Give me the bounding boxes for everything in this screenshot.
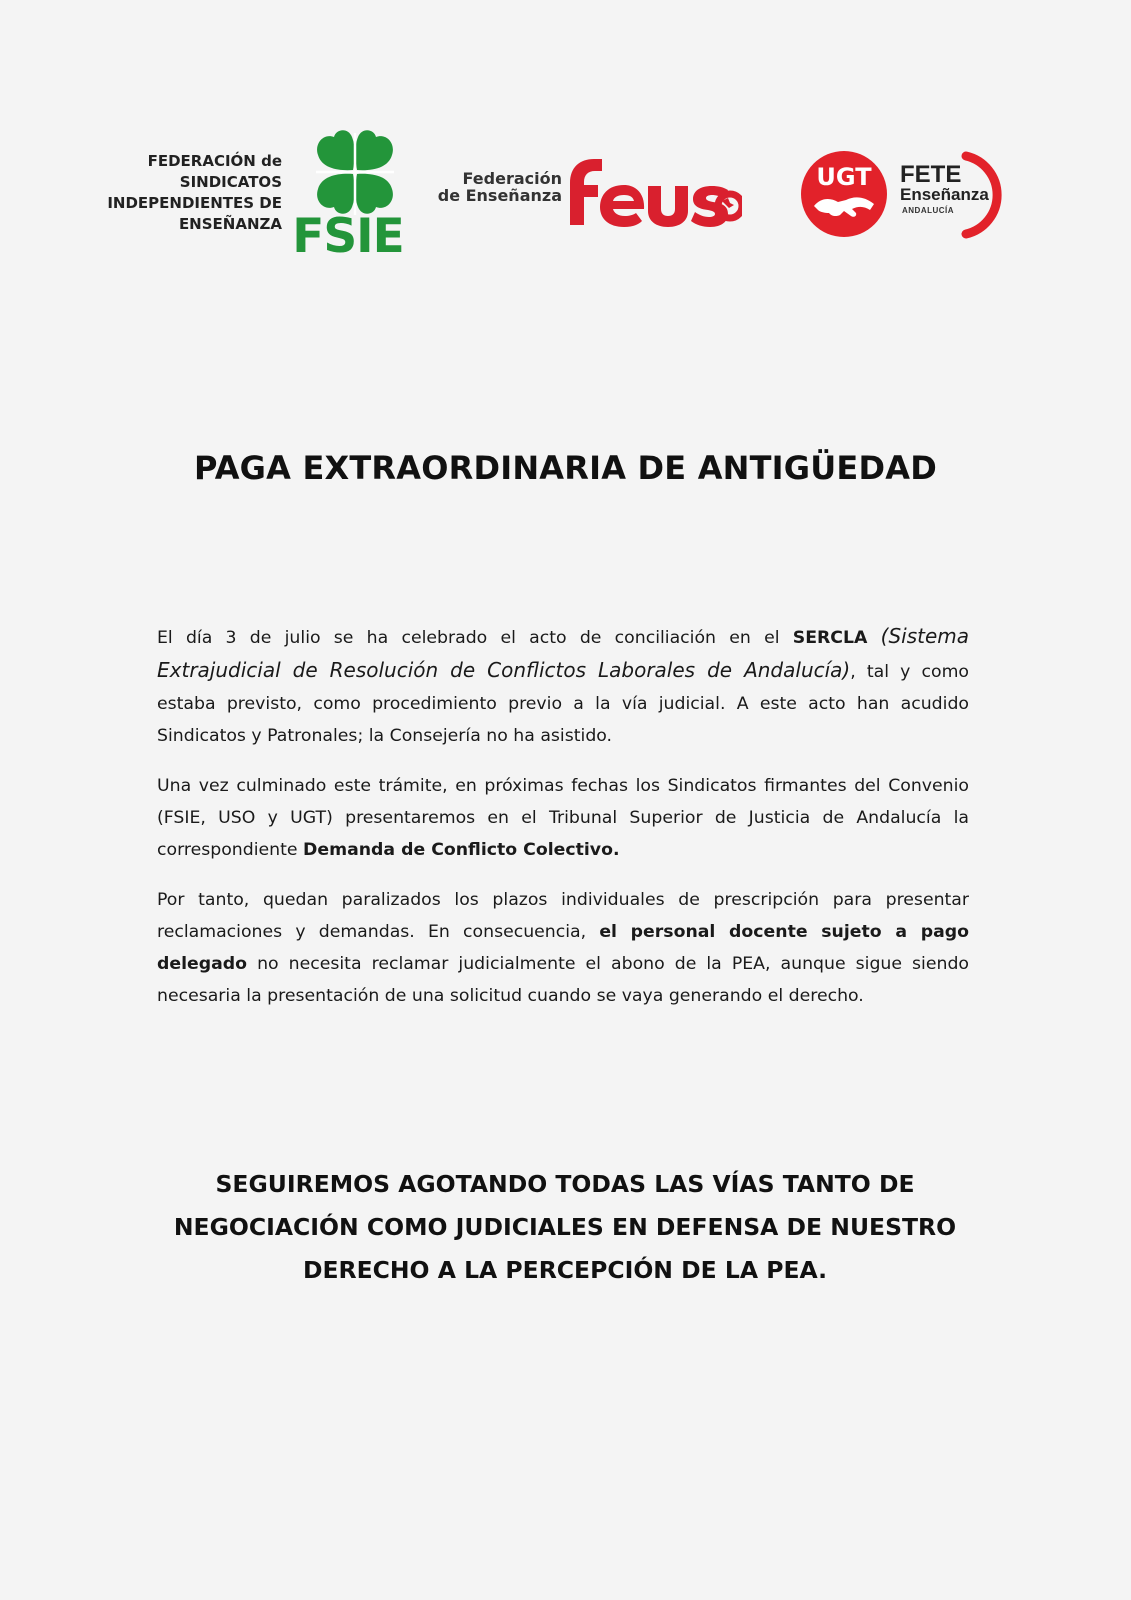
fete-region: ANDALUCÍA bbox=[902, 206, 955, 215]
paragraph-3-text-c: no necesita reclamar judicialmente el abono de la PEA, aunque sigue siendo necesaria la presentación de una solicitud cuando se vaya generando el derecho. bbox=[157, 954, 969, 1006]
paragraph-1-text-a: El día 3 de julio se ha celebrado el acto de conciliación en el bbox=[157, 628, 793, 648]
paragraph-1-sercla: SERCLA bbox=[792, 628, 868, 648]
ugt-circle-text: UGT bbox=[816, 163, 872, 191]
paragraph-1-space bbox=[867, 628, 880, 648]
feuso-name-line-2: de Enseñanza bbox=[437, 186, 562, 205]
fsie-logo bbox=[107, 125, 410, 265]
closing-line-2: NEGOCIACIÓN COMO JUDICIALES EN DEFENSA DE NUESTRO bbox=[173, 1213, 957, 1241]
closing-statement bbox=[150, 1163, 980, 1292]
fsie-emblem bbox=[292, 125, 410, 265]
fsie-name-line-1: FEDERACIÓN de bbox=[147, 152, 282, 170]
page-title: PAGA EXTRAORDINARIA DE ANTIGÜEDAD bbox=[194, 449, 937, 487]
paragraph-2-demanda: Demanda de Conflicto Colectivo. bbox=[303, 840, 620, 860]
feuso-name-line-1: Federación bbox=[462, 169, 562, 188]
paragraph-2-text-a: Una vez culminado este trámite, en próximas fechas los Sindicatos firmantes del Convenio (FSIE, USO y UGT) presentaremos en el Tribunal Superior de Justicia de Andalucía la correspondiente bbox=[157, 776, 969, 860]
paragraph-3-personal-docente: el personal docente sujeto a pago delegado bbox=[157, 922, 969, 974]
paragraph-1-text-e: , tal y como estaba previsto, como procedimiento previo a la vía judicial. A este acto han acudido Sindicatos y Patronales; la Consejería no ha asistido. bbox=[157, 662, 969, 746]
fsie-name-line-2: SINDICATOS bbox=[179, 173, 282, 191]
fsie-name bbox=[107, 151, 282, 235]
feuso-name bbox=[438, 170, 562, 204]
paragraph-3-text-a: Por tanto, quedan paralizados los plazos individuales de prescripción para presentar reclamaciones y demandas. En consecuencia, bbox=[157, 890, 969, 942]
paragraph-1 bbox=[157, 620, 969, 752]
feuso-wordmark-icon bbox=[562, 155, 742, 230]
fete-arc-icon bbox=[960, 150, 1020, 240]
ugt-handshake-icon bbox=[800, 150, 888, 238]
paragraph-2 bbox=[157, 770, 969, 866]
feuso-logo bbox=[437, 155, 745, 230]
paragraph-1-sercla-expansion: (Sistema Extrajudicial de Resolución de Conflictos Laborales de Andalucía) bbox=[157, 624, 969, 682]
fsie-name-line-4: ENSEÑANZA bbox=[178, 215, 282, 233]
document-body bbox=[157, 620, 969, 1030]
fete-subtitle: Enseñanza bbox=[900, 185, 989, 204]
fete-title: FETE bbox=[900, 161, 962, 188]
fsie-acronym: FSIE bbox=[292, 209, 404, 264]
closing-line-1: SEGUIREMOS AGOTANDO TODAS LAS VÍAS TANTO DE bbox=[215, 1170, 915, 1198]
clover-icon bbox=[300, 125, 410, 220]
ugt-fete-logo bbox=[800, 150, 1020, 242]
fsie-name-line-3: INDEPENDIENTES DE bbox=[107, 194, 282, 212]
paragraph-3 bbox=[157, 884, 969, 1012]
closing-line-3: DERECHO A LA PERCEPCIÓN DE LA PEA. bbox=[302, 1256, 828, 1284]
